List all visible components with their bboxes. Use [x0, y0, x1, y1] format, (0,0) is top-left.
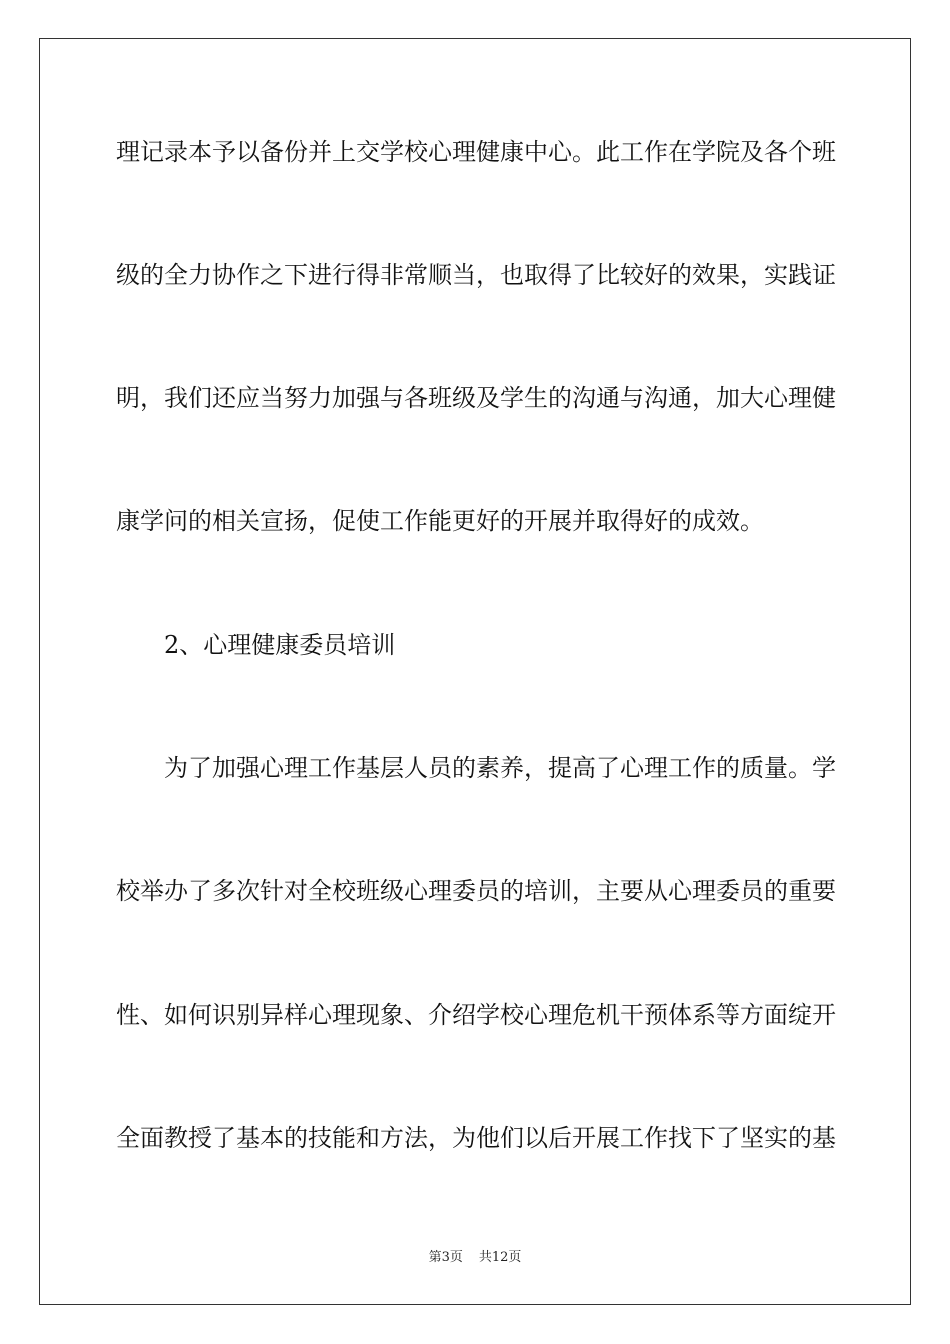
page-border [39, 38, 911, 1305]
page-number: 第3页 [428, 1250, 463, 1265]
paragraph-line: 校举办了多次针对全校班级心理委员的培训，主要从心理委员的重要 [116, 877, 836, 905]
paragraph-line: 性、如何识别异样心理现象、介绍学校心理危机干预体系等方面绽开 [116, 1001, 836, 1029]
page-footer [0, 1246, 950, 1265]
paragraph-line: 为了加强心理工作基层人员的素养，提高了心理工作的质量。学 [164, 754, 836, 782]
page-total: 共12页 [478, 1250, 522, 1265]
paragraph-line: 级的全力协作之下进行得非常顺当，也取得了比较好的效果，实践证 [116, 261, 836, 289]
paragraph-line: 全面教授了基本的技能和方法，为他们以后开展工作找下了坚实的基 [116, 1124, 836, 1152]
paragraph-line: 明，我们还应当努力加强与各班级及学生的沟通与沟通，加大心理健 [116, 384, 836, 412]
section-heading: 2、心理健康委员培训 [164, 631, 396, 659]
paragraph-line: 理记录本予以备份并上交学校心理健康中心。此工作在学院及各个班 [116, 138, 836, 166]
paragraph-line: 康学问的相关宣扬，促使工作能更好的开展并取得好的成效。 [116, 507, 764, 535]
